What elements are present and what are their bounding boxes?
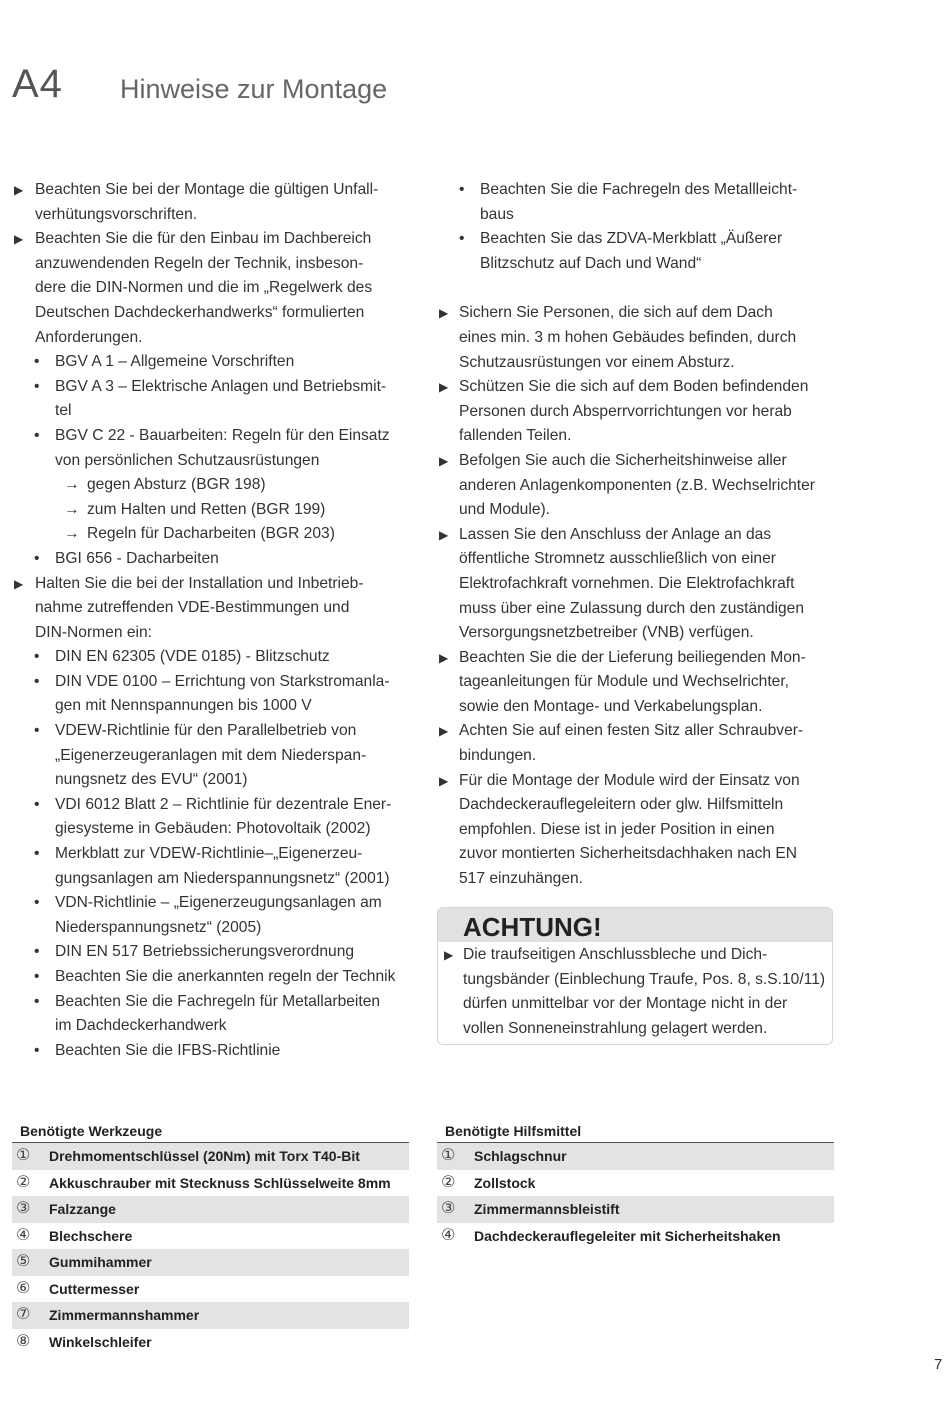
list-item-text: 517 einzuhängen.	[459, 870, 583, 888]
list-item	[12, 719, 412, 768]
list-item	[12, 547, 412, 572]
list-item-text: Schützen Sie die sich auf dem Boden befindenden	[459, 378, 809, 396]
list-item	[12, 842, 412, 891]
bullet-icon: •	[34, 648, 40, 666]
page-title: Hinweise zur Montage	[120, 74, 388, 104]
bullet-icon: •	[34, 992, 40, 1010]
list-item	[12, 940, 412, 965]
triangle-bullet-icon: ▶	[439, 527, 449, 542]
list-item	[12, 572, 412, 621]
list-item	[437, 818, 837, 867]
aids-table	[437, 1120, 834, 1249]
list-item-text: im Dachdeckerhandwerk	[55, 1017, 227, 1035]
list-item-text: Beachten Sie die anerkannten regeln der Technik	[55, 968, 396, 985]
table-row	[12, 1249, 409, 1276]
list-item	[437, 424, 837, 449]
list-item	[437, 449, 837, 498]
table-row	[437, 1223, 834, 1250]
row-number: ②	[441, 1173, 456, 1191]
row-label: Zimmermannsbleistift	[474, 1201, 620, 1217]
bullet-icon: •	[459, 181, 465, 198]
row-label: Schlagschnur	[474, 1148, 567, 1164]
list-item	[12, 375, 412, 424]
list-item-text: dere die DIN-Normen und die im „Regelwerk des	[35, 279, 373, 297]
tools-heading: Benötigte Werkzeuge	[12, 1120, 409, 1143]
triangle-bullet-icon: ▶	[14, 183, 24, 197]
list-item-text: Personen durch Absperrvorrichtungen vor herab	[459, 402, 792, 420]
list-item-text: nungsnetz des EVU“ (2001)	[55, 771, 248, 789]
list-item-text: Sichern Sie Personen, die sich auf dem Dach	[459, 304, 773, 322]
warning-line: dürfen unmittelbar vor der Montage nicht in der	[463, 995, 788, 1013]
list-item	[12, 621, 412, 646]
list-item	[12, 768, 412, 793]
list-item	[12, 990, 412, 1039]
list-item-text: bindungen.	[459, 747, 537, 765]
list-item	[437, 719, 837, 768]
list-item-text: DIN-Normen ein:	[35, 623, 152, 641]
row-number: ③	[16, 1200, 31, 1217]
list-item-text: von persönlichen Schutzausrüstungen	[55, 451, 320, 469]
row-number: ⑦	[16, 1306, 31, 1323]
row-number: ⑤	[16, 1253, 31, 1270]
list-item-text: DIN EN 517 Betriebssicherungsverordnung	[55, 943, 355, 961]
list-item-text: VDN-Richtlinie – „Eigenerzeugungsanlagen am	[55, 894, 382, 912]
list-item-text: nahme zutreffenden VDE-Bestimmungen und	[35, 599, 350, 617]
list-item-text: Beachten Sie die der Lieferung beiliegenden Mon-	[459, 648, 806, 666]
list-item	[437, 498, 837, 523]
list-item-text: gegen Absturz (BGR 198)	[87, 476, 266, 494]
list-item-text: tageanleitungen für Module und Wechselrichter,	[459, 673, 789, 691]
list-item-text: Dachdeckerauflegeleitern oder glw. Hilfsmitteln	[459, 796, 784, 814]
bullet-icon: •	[34, 795, 40, 813]
warning-title: ACHTUNG!	[438, 908, 832, 942]
bullet-icon: •	[34, 722, 40, 740]
bullet-icon: •	[34, 353, 40, 371]
section-code: A4	[12, 62, 63, 106]
list-item-text: BGV A 3 – Elektrische Anlagen und Betriebsmit-	[55, 377, 387, 395]
row-number: ④	[441, 1226, 456, 1244]
row-number: ⑧	[16, 1332, 31, 1350]
list-item-text: gen mit Nennspannungen bis 1000 V	[55, 697, 312, 715]
list-item-text: Für die Montage der Module wird der Einsatz von	[459, 771, 800, 789]
row-label: Winkelschleifer	[49, 1333, 152, 1350]
list-item	[12, 178, 412, 227]
table-row	[12, 1196, 409, 1223]
list-item-text: anzuwendenden Regeln der Technik, insbeson-	[35, 254, 364, 272]
triangle-bullet-icon: ▶	[439, 650, 449, 665]
list-item-text: Halten Sie die bei der Installation und Inbetrieb-	[35, 574, 364, 592]
tools-table	[12, 1120, 409, 1355]
list-item-text: tel	[55, 402, 72, 420]
list-item-text: giesysteme in Gebäuden: Photovoltaik (2002)	[55, 820, 371, 838]
list-item	[437, 621, 837, 646]
bullet-icon: •	[34, 968, 40, 985]
list-item-text: DIN EN 62305 (VDE 0185) - Blitzschutz	[55, 648, 330, 666]
triangle-bullet-icon: ▶	[444, 948, 454, 962]
list-item-text: eines min. 3 m hohen Gebäudes befinden, durch	[459, 328, 797, 346]
list-item-text: Versorgungsnetzbetreiber (VNB) verfügen.	[459, 624, 754, 642]
list-item-text: Merkblatt zur VDEW-Richtlinie–„Eigenerzeu-	[55, 845, 363, 863]
list-item	[437, 769, 837, 818]
triangle-bullet-icon: ▶	[439, 380, 449, 395]
left-column	[12, 178, 412, 1063]
list-item-text: BGV C 22 - Bauarbeiten: Regeln für den Einsatz	[55, 426, 390, 444]
list-item-text: zum Halten und Retten (BGR 199)	[87, 500, 326, 518]
list-item	[437, 646, 837, 695]
table-row	[437, 1196, 834, 1223]
bullet-icon: •	[34, 672, 40, 690]
list-item	[12, 498, 412, 523]
triangle-bullet-icon: ▶	[439, 453, 449, 468]
row-label: Gummihammer	[49, 1254, 152, 1270]
list-item-text: Beachten Sie die Fachregeln für Metallarbeiten	[55, 992, 381, 1010]
list-item-text: verhütungsvorschriften.	[35, 205, 198, 223]
list-item-text: muss über eine Zulassung durch den zuständigen	[459, 599, 805, 617]
warning-line: tungsbänder (Einblechung Traufe, Pos. 8, s.S.10/11)	[463, 970, 826, 988]
list-item	[12, 227, 412, 276]
list-item-text: Anforderungen.	[35, 328, 143, 346]
arrow-right-icon: →	[64, 525, 80, 543]
row-label: Akkuschrauber mit Stecknuss Schlüsselweite 8mm	[49, 1174, 391, 1191]
list-item	[437, 375, 837, 424]
list-item-text: Achten Sie auf einen festen Sitz aller Schraubver-	[459, 722, 804, 740]
triangle-bullet-icon: ▶	[439, 773, 449, 788]
list-item	[12, 350, 412, 375]
list-item-text: Beachten Sie die IFBS-Richtlinie	[55, 1041, 281, 1059]
list-item	[12, 793, 412, 842]
row-number: ②	[16, 1173, 31, 1191]
spacer	[437, 276, 837, 301]
right-column	[437, 178, 837, 892]
list-item-text: sowie den Montage- und Verkabelungsplan.	[459, 697, 763, 715]
list-item-text: Lassen Sie den Anschluss der Anlage an das	[459, 525, 772, 543]
list-item	[437, 351, 837, 376]
table-row	[12, 1170, 409, 1197]
table-row	[437, 1170, 834, 1197]
row-label: Zollstock	[474, 1174, 536, 1191]
bullet-icon: •	[34, 845, 40, 863]
list-item	[437, 572, 837, 621]
list-item-text: Deutschen Dachdeckerhandwerks“ formulierten	[35, 303, 365, 321]
list-item-text: Blitzschutz auf Dach und Wand“	[480, 254, 702, 272]
triangle-bullet-icon: ▶	[14, 576, 24, 591]
triangle-bullet-icon: ▶	[439, 306, 449, 321]
page-number: 7	[934, 1356, 943, 1373]
list-item-text: BGV A 1 – Allgemeine Vorschriften	[55, 353, 295, 371]
list-item	[437, 227, 837, 276]
list-item-text: Schutzausrüstungen vor einem Absturz.	[459, 353, 735, 371]
list-item-text: Beachten Sie bei der Montage die gültigen Unfall-	[35, 181, 379, 198]
list-item	[12, 276, 412, 325]
list-item	[12, 670, 412, 719]
list-item-text: baus	[480, 205, 514, 223]
arrow-right-icon: →	[64, 476, 80, 494]
table-row	[437, 1143, 834, 1170]
list-item-text: Befolgen Sie auch die Sicherheitshinweise aller	[459, 451, 787, 469]
list-item	[437, 867, 837, 892]
row-number: ④	[16, 1226, 31, 1244]
triangle-bullet-icon: ▶	[439, 724, 449, 739]
list-item-text: öffentliche Stromnetz ausschließlich von einer	[459, 550, 776, 568]
list-item-text: empfohlen. Diese ist in jeder Position in einen	[459, 820, 775, 838]
table-row	[12, 1329, 409, 1356]
row-label: Zimmermannshammer	[49, 1307, 200, 1323]
list-item-text: BGI 656 - Dacharbeiten	[55, 549, 219, 567]
table-row	[12, 1276, 409, 1303]
row-label: Blechschere	[49, 1227, 133, 1244]
warning-box	[437, 907, 833, 1045]
list-item	[12, 645, 412, 670]
bullet-icon: •	[34, 1041, 40, 1059]
list-item	[12, 473, 412, 498]
list-item-text: Beachten Sie die für den Einbau im Dachbereich	[35, 230, 372, 248]
list-item-text: Elektrofachkraft vornehmen. Die Elektrofachkraft	[459, 574, 795, 592]
list-item-text: zuvor montierten Sicherheitsdachhaken nach EN	[459, 845, 798, 863]
bullet-icon: •	[34, 894, 40, 912]
row-label: Cuttermesser	[49, 1280, 140, 1297]
bullet-icon: •	[34, 943, 40, 961]
table-row	[12, 1302, 409, 1329]
list-item	[437, 523, 837, 572]
warning-line: Die traufseitigen Anschlussbleche und Dich-	[463, 946, 768, 963]
table-row	[12, 1143, 409, 1170]
list-item-text: „Eigenerzeugeranlagen mit dem Niederspan-	[55, 746, 367, 764]
list-item-text: VDEW-Richtlinie für den Parallelbetrieb von	[55, 722, 357, 740]
aids-heading: Benötigte Hilfsmittel	[437, 1120, 834, 1143]
list-item-text: und Module).	[459, 501, 551, 519]
bullet-icon: •	[459, 230, 465, 248]
row-number: ③	[441, 1200, 456, 1217]
list-item-text: Beachten Sie das ZDVA-Merkblatt „Äußerer	[480, 230, 783, 248]
bullet-icon: •	[34, 377, 40, 395]
warning-text	[438, 943, 832, 1041]
bullet-icon: •	[34, 549, 40, 567]
row-label: Falzzange	[49, 1201, 116, 1217]
list-item-text: Niederspannungsnetz“ (2005)	[55, 918, 262, 936]
list-item	[12, 965, 412, 990]
bullet-icon: •	[34, 426, 40, 444]
list-item	[437, 695, 837, 720]
list-item	[437, 301, 837, 350]
list-item	[12, 424, 412, 473]
list-item-text: Beachten Sie die Fachregeln des Metallleicht-	[480, 181, 798, 198]
list-item	[12, 326, 412, 351]
list-item	[437, 178, 837, 227]
row-number: ①	[16, 1147, 31, 1164]
warning-line: vollen Sonneneinstrahlung gelagert werden.	[463, 1019, 768, 1037]
triangle-bullet-icon: ▶	[14, 232, 24, 247]
row-number: ⑥	[16, 1279, 31, 1297]
list-item-text: gungsanlagen am Niederspannungsnetz“ (2001)	[55, 869, 390, 887]
list-item-text: anderen Anlagenkomponenten (z.B. Wechselrichter	[459, 476, 815, 494]
list-item	[12, 522, 412, 547]
list-item-text: Regeln für Dacharbeiten (BGR 203)	[87, 525, 335, 543]
row-label: Dachdeckerauflegeleiter mit Sicherheitshaken	[474, 1227, 781, 1244]
list-item-text: VDI 6012 Blatt 2 – Richtlinie für dezentrale Ener-	[55, 795, 392, 813]
list-item	[12, 891, 412, 940]
list-item-text: fallenden Teilen.	[459, 427, 572, 445]
list-item	[12, 1039, 412, 1064]
row-label: Drehmomentschlüssel (20Nm) mit Torx T40-Bit	[49, 1148, 360, 1164]
arrow-right-icon: →	[64, 500, 80, 518]
row-number: ①	[441, 1147, 456, 1164]
table-row	[12, 1223, 409, 1250]
list-item-text: DIN VDE 0100 – Errichtung von Starkstromanla-	[55, 672, 390, 690]
